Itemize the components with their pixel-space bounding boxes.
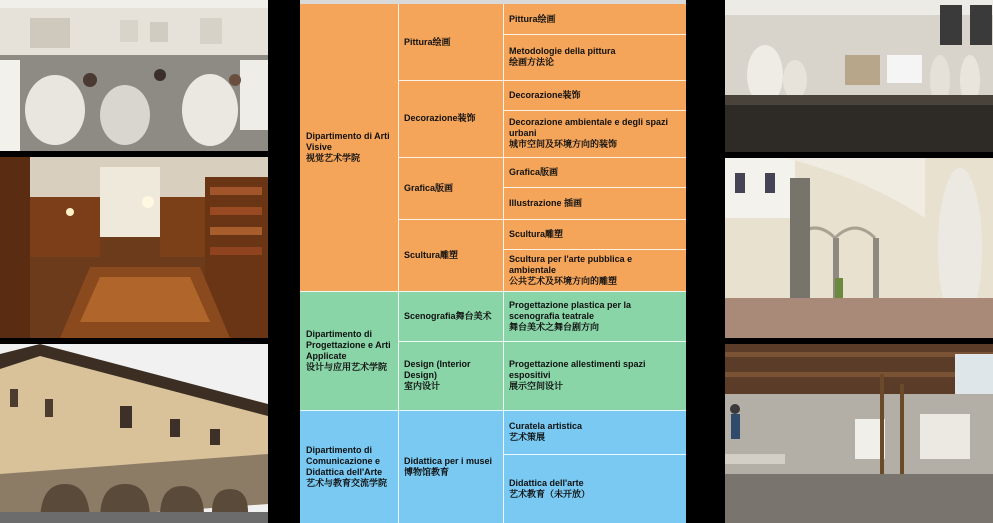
grid-line <box>398 157 686 158</box>
department-name: Dipartimento di Arti Visive <box>306 131 390 152</box>
grid-line <box>503 110 686 111</box>
major-name-cn: 装饰 <box>457 113 476 123</box>
course-name-cn: 绘画方法论 <box>509 57 555 67</box>
major-name: Decorazione <box>404 113 458 123</box>
major-name-cn: 舞台美术 <box>455 310 492 321</box>
course-name: Didattica dell'arte <box>509 477 584 488</box>
grid-line <box>503 34 686 35</box>
course-name-cn: 插画 <box>564 197 583 208</box>
grid-line <box>503 249 686 250</box>
department-name-cn: 设计与应用艺术学院 <box>306 361 388 372</box>
course-name: Progettazione allestimenti spazi espositivi <box>509 359 646 380</box>
major-name: Design (Interior Design) <box>404 359 471 380</box>
photo-sculpture-workshop <box>725 344 993 523</box>
curriculum-table <box>300 0 686 523</box>
course-name-cn: 艺术策展 <box>509 432 546 442</box>
course-allestimenti <box>503 341 686 410</box>
major-name: Scenografia <box>404 310 456 321</box>
department-name: Dipartimento di Comunicazione e Didattica dell'Arte <box>306 444 383 477</box>
course-name-cn: 展示空间设计 <box>509 381 564 391</box>
course-name-cn: 舞台美术之舞台剧方向 <box>509 321 600 332</box>
course-scultura <box>503 219 686 249</box>
course-name-cn: 装饰 <box>562 89 581 100</box>
grid-line <box>398 219 686 220</box>
course-decorazione-ambientale <box>503 110 686 157</box>
major-scultura <box>398 219 503 291</box>
department-arti-visive <box>300 4 398 291</box>
course-name-cn: 公共艺术及环境方向的雕塑 <box>509 275 618 286</box>
course-name: Progettazione plastica per la scenografia teatrale <box>509 299 632 321</box>
major-name: Didattica per i musei <box>404 455 493 466</box>
course-name: Pittura <box>509 13 538 24</box>
major-name: Grafica <box>404 182 436 193</box>
course-didattica-arte <box>503 454 686 523</box>
major-name: Pittura <box>404 36 433 47</box>
grid-line <box>398 4 399 523</box>
major-decorazione <box>398 80 503 157</box>
major-name-cn: 绘画 <box>432 36 451 47</box>
grid-line <box>398 341 686 342</box>
course-name-cn: 城市空间及环境方向的装饰 <box>509 139 618 149</box>
course-metodologie-pittura <box>503 34 686 80</box>
department-name-cn: 艺术与教育交流学院 <box>306 477 388 488</box>
course-curatela <box>503 410 686 454</box>
major-didattica-musei <box>398 410 503 523</box>
course-name-cn: 艺术教育（未开放） <box>509 488 591 499</box>
course-name: Scultura <box>509 228 546 239</box>
major-name: Scultura <box>404 249 441 260</box>
course-name-cn: 雕塑 <box>545 228 564 239</box>
grid-line <box>300 410 686 411</box>
course-pittura <box>503 4 686 34</box>
photo-drawing-studio <box>0 0 268 151</box>
photo-library-reading-room <box>0 157 268 338</box>
grid-line <box>503 454 686 455</box>
course-name: Scultura per l'arte pubblica e ambientale <box>509 253 633 275</box>
major-name-cn: 博物馆教育 <box>404 466 450 477</box>
major-name-cn: 雕塑 <box>440 249 459 260</box>
major-scenografia <box>398 291 503 341</box>
course-name: Grafica <box>509 166 541 177</box>
course-illustrazione <box>503 187 686 219</box>
major-grafica <box>398 157 503 219</box>
major-name-cn: 版画 <box>435 182 454 193</box>
course-name: Decorazione <box>509 89 563 100</box>
grid-line <box>503 187 686 188</box>
department-progettazione <box>300 291 398 410</box>
course-grafica <box>503 157 686 187</box>
course-decorazione <box>503 80 686 110</box>
course-scultura-arte-pubblica <box>503 249 686 291</box>
grid-line <box>300 291 686 292</box>
course-name: Metodologie della pittura <box>509 46 616 56</box>
major-pittura <box>398 4 503 80</box>
department-name: Dipartimento di Progettazione e Arti Applicate <box>306 328 391 361</box>
grid-line <box>503 4 504 523</box>
course-name: Illustrazione <box>509 197 562 208</box>
course-name: Decorazione ambientale e degli spazi urbani <box>509 117 669 138</box>
course-name-cn: 版画 <box>540 166 559 177</box>
major-design <box>398 341 503 410</box>
course-name: Curatela artistica <box>509 421 583 431</box>
course-progettazione-plastica <box>503 291 686 341</box>
department-name-cn: 视觉艺术学院 <box>306 153 361 163</box>
major-name-cn: 室内设计 <box>404 381 441 391</box>
photo-academy-building-exterior <box>0 344 268 523</box>
course-name-cn: 绘画 <box>537 13 556 24</box>
department-comunicazione <box>300 410 398 523</box>
grid-line <box>398 80 686 81</box>
photo-lecture-hall-with-sculptures <box>725 0 993 152</box>
photo-cloister-courtyard <box>725 158 993 338</box>
